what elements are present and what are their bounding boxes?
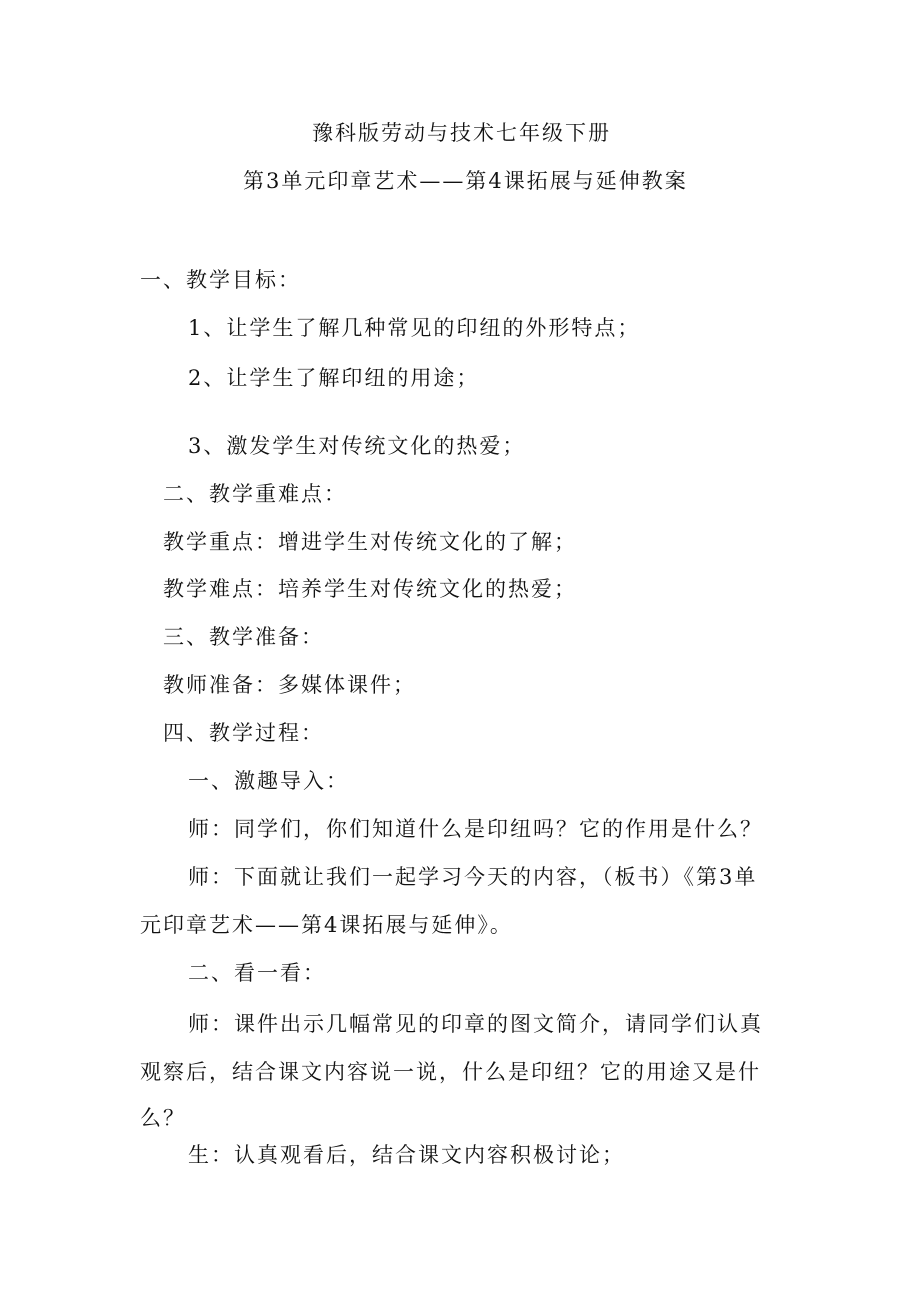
objective-item-2: 2、让学生了解印纽的用途； xyxy=(188,366,480,390)
section-process-heading: 四、教学过程： xyxy=(163,721,324,745)
objective-item-1: 1、让学生了解几种常见的印纽的外形特点； xyxy=(188,316,641,340)
process-look-teacher-line-2: 观察后，结合课文内容说一说，什么是印纽？它的用途又是什 xyxy=(140,1060,761,1084)
process-look-teacher-line-3: 么？ xyxy=(140,1106,186,1130)
process-intro-question: 师：同学们，你们知道什么是印纽吗？它的作用是什么？ xyxy=(188,817,763,841)
process-look-heading: 二、看一看： xyxy=(188,961,326,985)
process-intro-board-line-2: 元印章艺术——第4课拓展与延伸》。 xyxy=(140,913,513,937)
section-objectives-heading: 一、教学目标： xyxy=(140,268,301,292)
process-look-teacher-line-1: 师：课件出示几幅常见的印章的图文简介，请同学们认真 xyxy=(188,1012,763,1036)
section-preparation-heading: 三、教学准备： xyxy=(163,625,324,649)
key-point-focus: 教学重点：增进学生对传统文化的了解； xyxy=(163,530,577,554)
document-title-line-1: 豫科版劳动与技术七年级下册 xyxy=(312,121,611,145)
process-intro-board-line-1: 师：下面就让我们一起学习今天的内容，（板书）《第3单 xyxy=(188,865,758,889)
key-point-difficulty: 教学难点：培养学生对传统文化的热爱； xyxy=(163,577,577,601)
process-look-student: 生：认真观看后，结合课文内容积极讨论； xyxy=(188,1143,625,1167)
process-intro-heading: 一、激趣导入： xyxy=(188,769,349,793)
objective-item-3: 3、激发学生对传统文化的热爱； xyxy=(188,434,526,458)
document-title-line-2: 第3单元印章艺术——第4课拓展与延伸教案 xyxy=(243,169,688,193)
section-key-points-heading: 二、教学重难点： xyxy=(163,482,347,506)
preparation-teacher: 教师准备：多媒体课件； xyxy=(163,673,416,697)
